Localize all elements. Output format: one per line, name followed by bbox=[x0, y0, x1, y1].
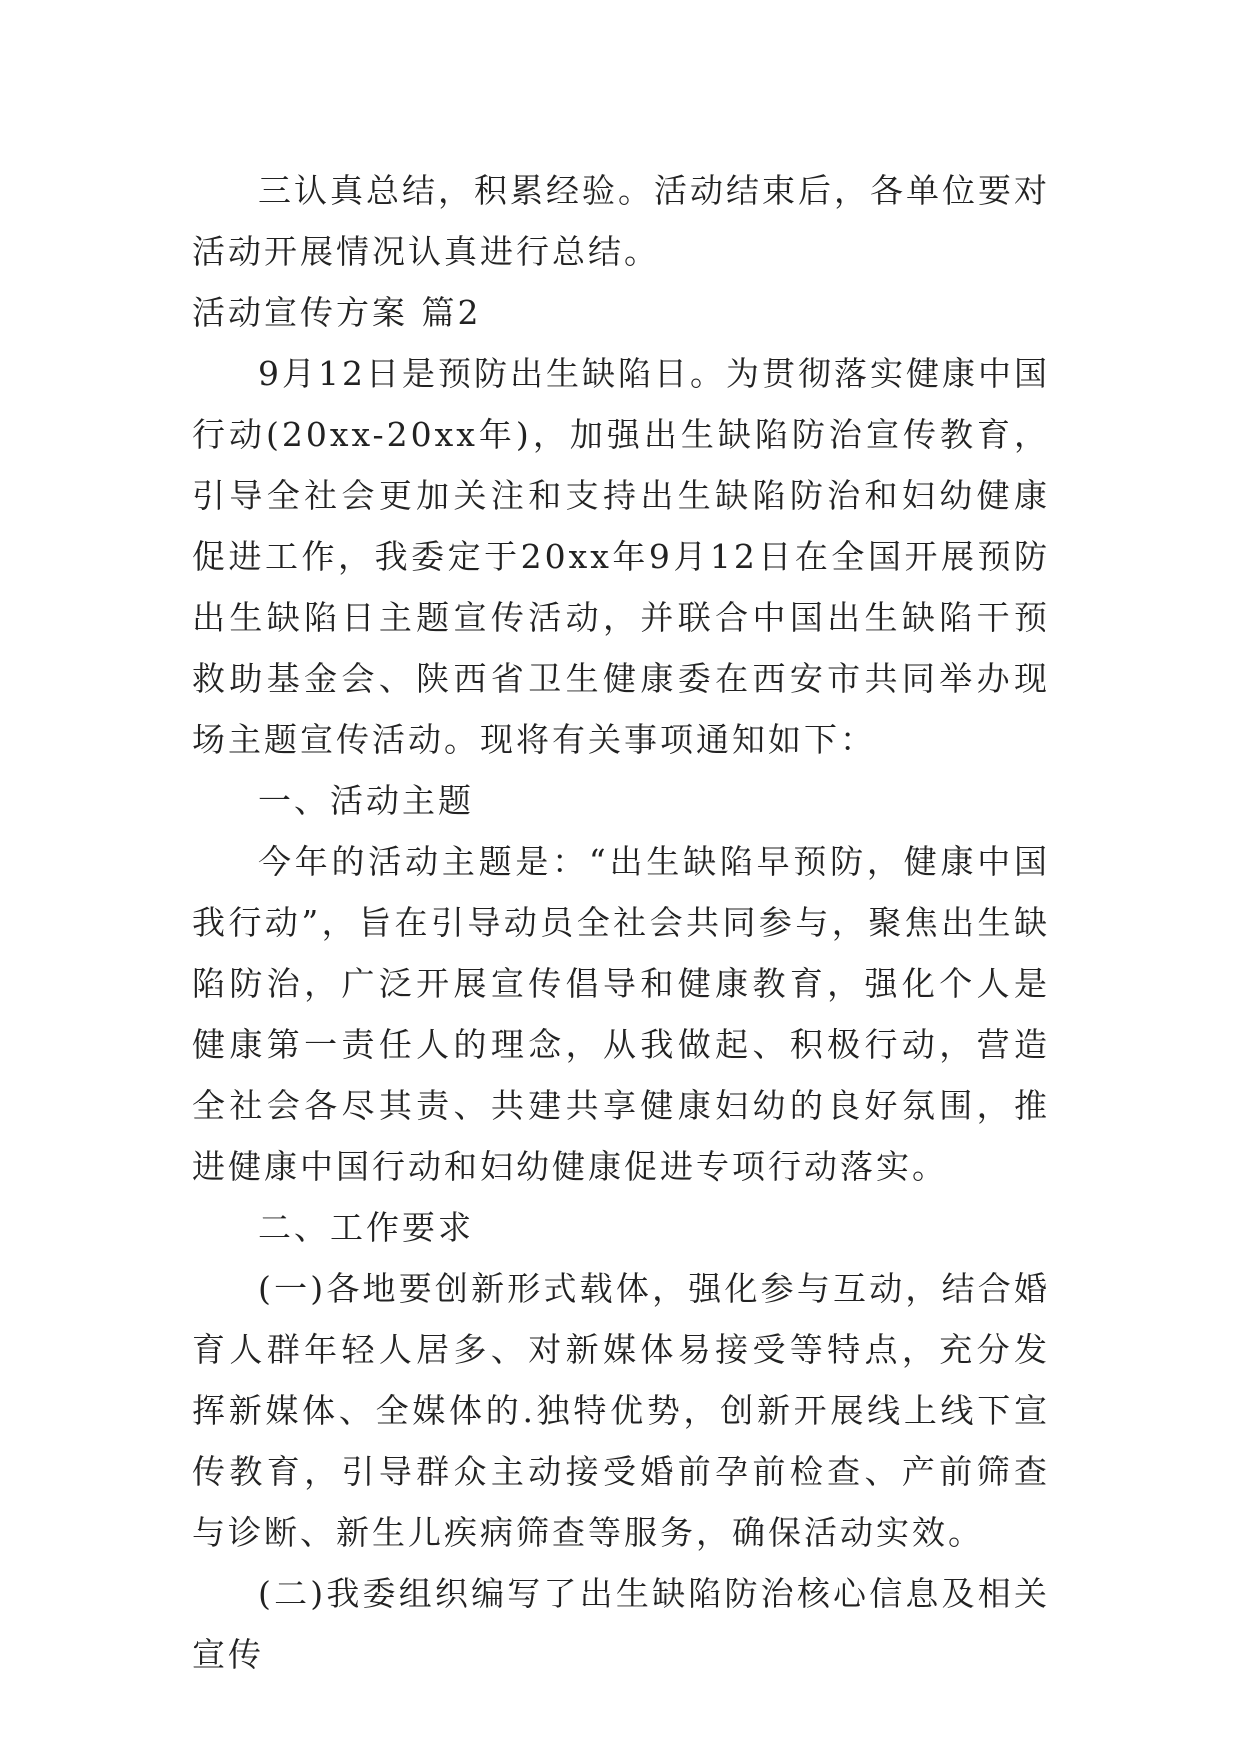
paragraph-theme: 今年的活动主题是：“出生缺陷早预防，健康中国我行动”，旨在引导动员全社会共同参与，聚焦出生缺陷防治，广泛开展宣传倡导和健康教育，强化个人是健康第一责任人的理念，从我做起、积极行动，营造全社会各尽其责、共建共享健康妇幼的良好氛围，推进健康中国行动和妇幼健康促进专项行动落实。 bbox=[192, 842, 1050, 1186]
heading-work-requirements: 二、工作要求 bbox=[258, 1208, 474, 1247]
paragraph-summary: 三认真总结，积累经验。活动结束后，各单位要对活动开展情况认真进行总结。 bbox=[192, 171, 1050, 271]
document-body bbox=[192, 160, 1050, 1685]
section-heading-plan-2: 活动宣传方案 篇2 bbox=[192, 293, 482, 332]
heading-activity-theme: 一、活动主题 bbox=[258, 781, 474, 820]
paragraph-intro: 9月12日是预防出生缺陷日。为贯彻落实健康中国行动(20xx-20xx年)，加强出生缺陷防治宣传教育，引导全社会更加关注和支持出生缺陷防治和妇幼健康促进工作，我委定于20xx年9月12日在全国开展预防出生缺陷日主题宣传活动，并联合中国出生缺陷干预救助基金会、陕西省卫生健康委在西安市共同举办现场主题宣传活动。现将有关事项通知如下： bbox=[192, 354, 1050, 759]
paragraph-requirement-1: (一)各地要创新形式载体，强化参与互动，结合婚育人群年轻人居多、对新媒体易接受等特点，充分发挥新媒体、全媒体的.独特优势，创新开展线上线下宣传教育，引导群众主动接受婚前孕前检查、产前筛查与诊断、新生儿疾病筛查等服务，确保活动实效。 bbox=[192, 1269, 1050, 1552]
paragraph-requirement-2: (二)我委组织编写了出生缺陷防治核心信息及相关宣传 bbox=[192, 1574, 1050, 1674]
